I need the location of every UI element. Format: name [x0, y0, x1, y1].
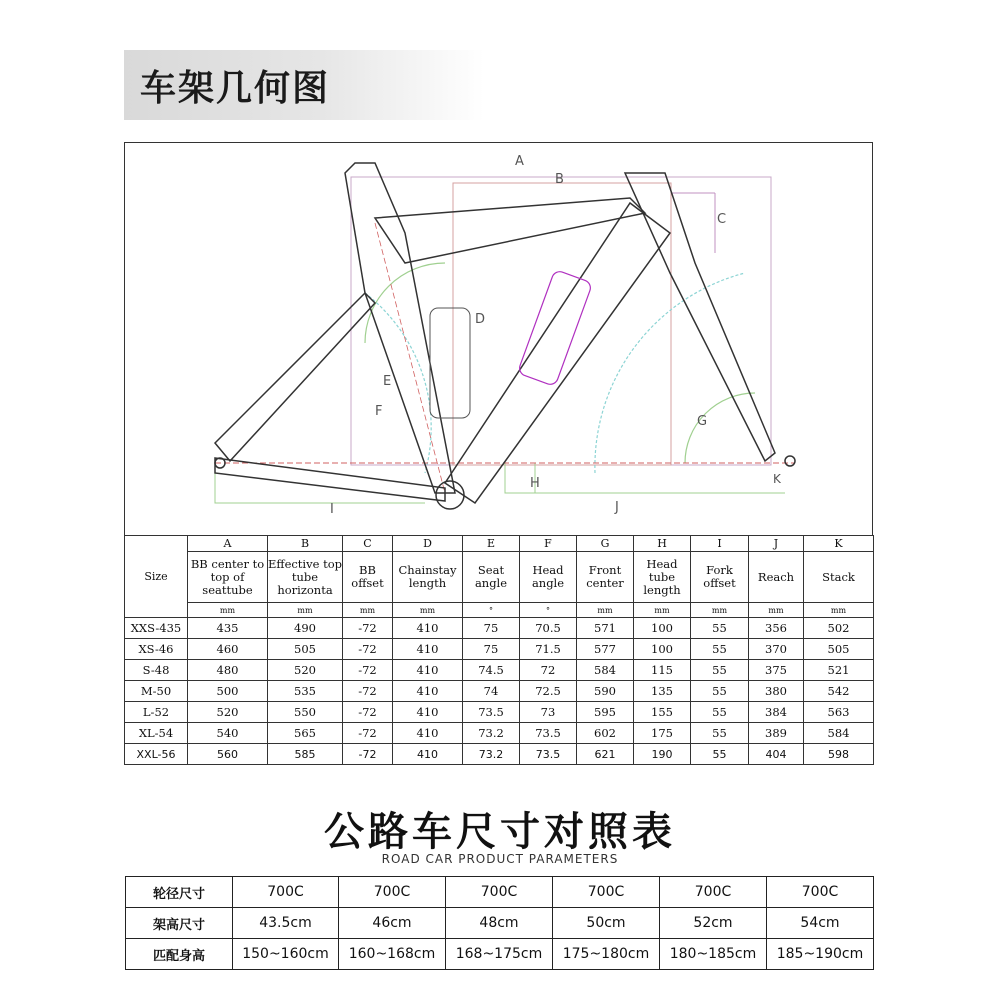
table-row — [125, 723, 874, 744]
label-e: F — [375, 404, 383, 419]
col-header: BB center to top of seattube — [188, 552, 268, 603]
value-cell: 74 — [463, 681, 520, 702]
chain-stay — [215, 458, 445, 501]
value-cell: 502 — [804, 618, 874, 639]
value-cell: 380 — [749, 681, 804, 702]
value-cell: 135 — [634, 681, 691, 702]
value-cell: 410 — [393, 618, 463, 639]
road-params-title: 公路车尺寸对照表 — [324, 809, 676, 855]
col-header: Front center — [577, 552, 634, 603]
bottom-bracket — [436, 481, 464, 509]
col-unit: mm — [577, 603, 634, 618]
value-cell: 480 — [188, 660, 268, 681]
value-cell: 73.2 — [463, 723, 520, 744]
params-value: 700C — [553, 877, 660, 908]
value-cell: 520 — [188, 702, 268, 723]
value-cell: 410 — [393, 660, 463, 681]
params-value: 168~175cm — [446, 939, 553, 970]
params-value: 52cm — [660, 908, 767, 939]
value-cell: 500 — [188, 681, 268, 702]
header-row — [125, 552, 874, 603]
value-cell: 410 — [393, 681, 463, 702]
value-cell: 540 — [188, 723, 268, 744]
table-row — [125, 681, 874, 702]
units-row — [125, 603, 874, 618]
params-value: 50cm — [553, 908, 660, 939]
value-cell: 585 — [268, 744, 343, 765]
col-letter: A — [188, 536, 268, 552]
col-letter: D — [393, 536, 463, 552]
value-cell: 404 — [749, 744, 804, 765]
size-header: Size — [125, 536, 188, 618]
value-cell: 563 — [804, 702, 874, 723]
params-value: 700C — [446, 877, 553, 908]
table-row — [125, 618, 874, 639]
value-cell: 460 — [188, 639, 268, 660]
label-k: D — [475, 312, 486, 327]
col-header: Chainstay length — [393, 552, 463, 603]
value-cell: 55 — [691, 681, 749, 702]
label-c: H — [530, 476, 540, 491]
params-value: 185~190cm — [767, 939, 874, 970]
bottle-purple — [517, 269, 592, 386]
value-cell: 190 — [634, 744, 691, 765]
table-row — [125, 660, 874, 681]
value-cell: 565 — [268, 723, 343, 744]
top-tube — [375, 198, 645, 263]
col-unit: mm — [343, 603, 393, 618]
front-dropout — [785, 456, 795, 466]
label-a: E — [383, 374, 392, 389]
params-row — [126, 908, 874, 939]
label-d: I — [330, 502, 334, 517]
params-value: 48cm — [446, 908, 553, 939]
value-cell: 590 — [577, 681, 634, 702]
col-unit: mm — [749, 603, 804, 618]
size-cell: L-52 — [125, 702, 188, 723]
col-header: Fork offset — [691, 552, 749, 603]
col-letter: F — [520, 536, 577, 552]
letter-row — [125, 536, 874, 552]
road-params-subtitle: ROAD CAR PRODUCT PARAMETERS — [381, 852, 619, 866]
value-cell: 520 — [268, 660, 343, 681]
value-cell: 584 — [804, 723, 874, 744]
label-g: J — [615, 500, 619, 515]
value-cell: -72 — [343, 618, 393, 639]
size-cell: XL-54 — [125, 723, 188, 744]
col-letter: J — [749, 536, 804, 552]
params-value: 175~180cm — [553, 939, 660, 970]
params-value: 700C — [767, 877, 874, 908]
value-cell: 602 — [577, 723, 634, 744]
road-params-table — [125, 876, 874, 970]
value-cell: 410 — [393, 702, 463, 723]
params-value: 150~160cm — [233, 939, 339, 970]
col-letter: G — [577, 536, 634, 552]
front-wheel-arc — [595, 273, 745, 473]
value-cell: 55 — [691, 744, 749, 765]
col-unit: mm — [393, 603, 463, 618]
value-cell: 535 — [268, 681, 343, 702]
params-value: 700C — [339, 877, 446, 908]
size-cell: XS-46 — [125, 639, 188, 660]
col-unit: mm — [804, 603, 874, 618]
value-cell: 73.5 — [520, 744, 577, 765]
value-cell: 542 — [804, 681, 874, 702]
value-cell: -72 — [343, 681, 393, 702]
label-b: A — [515, 154, 524, 169]
value-cell: 356 — [749, 618, 804, 639]
value-cell: -72 — [343, 723, 393, 744]
params-value: 43.5cm — [233, 908, 339, 939]
frame-geometry-diagram — [124, 142, 873, 536]
params-value: 160~168cm — [339, 939, 446, 970]
value-cell: 73 — [520, 702, 577, 723]
value-cell: 75 — [463, 618, 520, 639]
value-cell: 175 — [634, 723, 691, 744]
params-value: 46cm — [339, 908, 446, 939]
params-value: 700C — [233, 877, 339, 908]
label-f: G — [697, 414, 708, 429]
value-cell: 560 — [188, 744, 268, 765]
col-letter: I — [691, 536, 749, 552]
value-cell: 550 — [268, 702, 343, 723]
value-cell: 55 — [691, 618, 749, 639]
params-value: 180~185cm — [660, 939, 767, 970]
page-title: 车架几何图 — [140, 68, 331, 109]
col-unit: ° — [463, 603, 520, 618]
front-center-dim — [505, 463, 785, 493]
size-cell: S-48 — [125, 660, 188, 681]
params-label: 架高尺寸 — [126, 908, 233, 939]
value-cell: 598 — [804, 744, 874, 765]
value-cell: 72.5 — [520, 681, 577, 702]
col-header: Effective top tube horizonta — [268, 552, 343, 603]
col-header: Seat angle — [463, 552, 520, 603]
geometry-table — [124, 535, 874, 765]
col-letter: C — [343, 536, 393, 552]
value-cell: 74.5 — [463, 660, 520, 681]
value-cell: 384 — [749, 702, 804, 723]
value-cell: 505 — [268, 639, 343, 660]
params-label: 匹配身高 — [126, 939, 233, 970]
label-j: B — [555, 172, 564, 187]
value-cell: 571 — [577, 618, 634, 639]
dim-b-box — [351, 177, 771, 465]
value-cell: 410 — [393, 744, 463, 765]
value-cell: 55 — [691, 702, 749, 723]
col-unit: ° — [520, 603, 577, 618]
value-cell: 621 — [577, 744, 634, 765]
value-cell: 115 — [634, 660, 691, 681]
label-h: C — [717, 212, 727, 227]
value-cell: 73.2 — [463, 744, 520, 765]
value-cell: 100 — [634, 618, 691, 639]
value-cell: -72 — [343, 639, 393, 660]
value-cell: -72 — [343, 744, 393, 765]
value-cell: 410 — [393, 723, 463, 744]
label-i: K — [773, 472, 781, 486]
col-unit: mm — [188, 603, 268, 618]
value-cell: 73.5 — [520, 723, 577, 744]
value-cell: 55 — [691, 660, 749, 681]
head-angle-arc — [685, 393, 755, 463]
value-cell: -72 — [343, 702, 393, 723]
value-cell: 71.5 — [520, 639, 577, 660]
col-letter: B — [268, 536, 343, 552]
col-letter: E — [463, 536, 520, 552]
value-cell: 72 — [520, 660, 577, 681]
col-letter: K — [804, 536, 874, 552]
value-cell: 490 — [268, 618, 343, 639]
value-cell: 100 — [634, 639, 691, 660]
params-value: 54cm — [767, 908, 874, 939]
col-header: Head angle — [520, 552, 577, 603]
value-cell: 73.5 — [463, 702, 520, 723]
value-cell: 70.5 — [520, 618, 577, 639]
params-row — [126, 939, 874, 970]
size-cell: XXS-435 — [125, 618, 188, 639]
value-cell: 435 — [188, 618, 268, 639]
table-row — [125, 702, 874, 723]
size-cell: XXL-56 — [125, 744, 188, 765]
col-header: Reach — [749, 552, 804, 603]
value-cell: 375 — [749, 660, 804, 681]
value-cell: 584 — [577, 660, 634, 681]
value-cell: 389 — [749, 723, 804, 744]
col-letter: H — [634, 536, 691, 552]
value-cell: 410 — [393, 639, 463, 660]
value-cell: 521 — [804, 660, 874, 681]
frame-drawing — [125, 143, 873, 536]
table-row — [125, 744, 874, 765]
value-cell: 155 — [634, 702, 691, 723]
value-cell: 577 — [577, 639, 634, 660]
value-cell: 595 — [577, 702, 634, 723]
col-header: Head tube length — [634, 552, 691, 603]
col-unit: mm — [634, 603, 691, 618]
col-unit: mm — [691, 603, 749, 618]
col-unit: mm — [268, 603, 343, 618]
col-header: Stack — [804, 552, 874, 603]
table-row — [125, 639, 874, 660]
size-cell: M-50 — [125, 681, 188, 702]
value-cell: 505 — [804, 639, 874, 660]
chainstay-dim — [215, 463, 425, 503]
value-cell: 370 — [749, 639, 804, 660]
params-row — [126, 877, 874, 908]
value-cell: 75 — [463, 639, 520, 660]
value-cell: 55 — [691, 723, 749, 744]
value-cell: -72 — [343, 660, 393, 681]
bottle-grey — [430, 308, 470, 418]
params-label: 轮径尺寸 — [126, 877, 233, 908]
params-value: 700C — [660, 877, 767, 908]
col-header: BB offset — [343, 552, 393, 603]
value-cell: 55 — [691, 639, 749, 660]
